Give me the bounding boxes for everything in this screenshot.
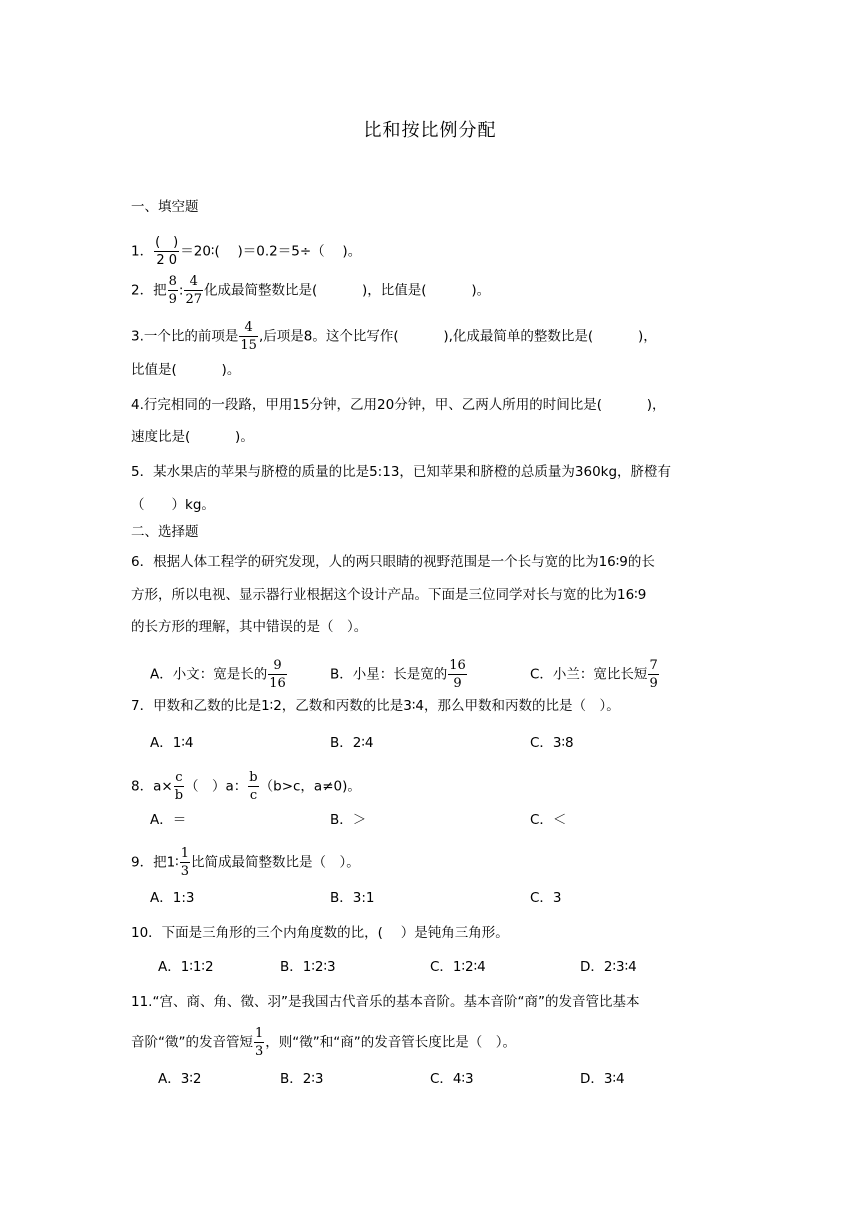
question-11-line-2: 音阶“徵”的发音管短 $\frac{1}{3}$ ，则“徵”和“商”的发音管长度比是（ ）。 — [131, 1026, 517, 1059]
q3-rest: ,后项是8。这个比写作( ),化成最简单的整数比是( )， — [258, 328, 657, 345]
q7-option-a[interactable]: A．1∶4 — [150, 735, 194, 751]
section-multiple-choice: 二、选择题 — [131, 524, 199, 540]
question-6-line-3: 的长方形的理解，其中错误的是（ ）。 — [131, 619, 368, 635]
section-fill-in: 一、填空题 — [131, 199, 199, 215]
q6-option-b[interactable]: B．小星：长是宽的 $\frac{16}{9}$ — [330, 658, 466, 691]
q11-option-b[interactable]: B．2∶3 — [280, 1071, 324, 1087]
q10-option-d[interactable]: D．2∶3∶4 — [580, 959, 637, 975]
q10-option-c[interactable]: C．1∶2∶4 — [430, 959, 486, 975]
question-5-line-2: （ ）kg。 — [131, 497, 215, 513]
q8-option-b[interactable]: B．＞ — [330, 812, 367, 828]
q6-option-a[interactable]: A．小文：宽是长的 $\frac{9}{16}$ — [150, 658, 286, 691]
q8-option-c[interactable]: C．＜ — [530, 812, 567, 828]
q1-fraction-numerator: ( ) — [155, 235, 179, 250]
q1-rest: ＝20∶( )＝0.2＝5÷（ )。 — [180, 243, 362, 260]
question-3-line-2: 比值是( )。 — [131, 362, 241, 378]
q1-fraction-denominator: 2 0 — [156, 253, 178, 268]
q11-fraction: $\frac{1}{3}$ — [255, 1026, 264, 1059]
q2-rest: 化成最简整数比是( )，比值是( )。 — [203, 282, 491, 299]
question-9: 9．把1∶ $\frac{1}{3}$ 比简成最简整数比是（ ）。 — [131, 846, 360, 879]
question-8: 8．a× $\frac{c}{b}$ （ ）a： $\frac{b}{c}$ （b>c，a≠0)。 — [131, 770, 361, 803]
q11-option-d[interactable]: D．3∶4 — [580, 1071, 625, 1087]
q7-option-b[interactable]: B．2∶4 — [330, 735, 374, 751]
question-7: 7．甲数和乙数的比是1∶2，乙数和丙数的比是3∶4，那么甲数和丙数的比是（ ）。 — [131, 698, 620, 714]
q9-prefix: 9．把1∶ — [131, 854, 179, 871]
question-5: 5．某水果店的苹果与脐橙的质量的比是5:13，已知苹果和脐橙的总质量为360kg，脐橙有 — [131, 464, 672, 480]
q10-option-b[interactable]: B．1∶2∶3 — [280, 959, 336, 975]
q1-number: 1． — [131, 243, 154, 260]
q8-fraction-1: $\frac{c}{b}$ — [174, 770, 184, 803]
question-6: 6．根据人体工程学的研究发现，人的两只眼睛的视野范围是一个长与宽的比为16∶9的长 — [131, 554, 655, 570]
q11-option-c[interactable]: C．4∶3 — [430, 1071, 474, 1087]
q9-option-b[interactable]: B．3:1 — [330, 890, 375, 906]
q2-fraction-2: $\frac{4}{27}$ — [185, 274, 202, 307]
q2-prefix: 2．把 — [131, 282, 167, 299]
q7-option-c[interactable]: C．3∶8 — [530, 735, 574, 751]
question-4: 4.行完相同的一段路，甲用15分钟，乙用20分钟，甲、乙两人所用的时间比是( )， — [131, 397, 666, 413]
q3-prefix: 3.一个比的前项是 — [131, 328, 239, 345]
q9-fraction: $\frac{1}{3}$ — [180, 846, 189, 879]
q8-option-a[interactable]: A．＝ — [150, 812, 187, 828]
q8-fraction-2: $\frac{b}{c}$ — [249, 770, 258, 803]
question-2: 2．把 $\frac{8}{9}$ : $\frac{4}{27}$ 化成最简整数比是( )，比值是( )。 — [131, 274, 491, 307]
q3-fraction: $\frac{4}{15}$ — [240, 320, 257, 353]
question-1 — [131, 236, 361, 267]
q1-fraction — [154, 236, 179, 267]
q8-prefix: 8．a× — [131, 778, 173, 795]
question-10: 10．下面是三角形的三个内角度数的比，( ）是钝角三角形。 — [131, 925, 509, 941]
question-4-line-2: 速度比是( )。 — [131, 429, 254, 445]
q11-option-a[interactable]: A．3∶2 — [158, 1071, 202, 1087]
q10-option-a[interactable]: A．1∶1∶2 — [158, 959, 214, 975]
page-title: 比和按比例分配 — [363, 120, 497, 141]
q6-option-c[interactable]: C．小兰：宽比长短 $\frac{7}{9}$ — [530, 658, 658, 691]
question-3 — [131, 321, 657, 352]
q9-option-c[interactable]: C．3 — [530, 890, 562, 906]
question-6-line-2: 方形，所以电视、显示器行业根据这个设计产品。下面是三位同学对长与宽的比为16∶9 — [131, 587, 647, 603]
q2-fraction-1: $\frac{8}{9}$ — [168, 274, 177, 307]
question-11: 11.“宫、商、角、徵、羽”是我国古代音乐的基本音阶。基本音阶“商”的发音管比基本 — [131, 994, 640, 1010]
q9-option-a[interactable]: A．1:3 — [150, 890, 195, 906]
